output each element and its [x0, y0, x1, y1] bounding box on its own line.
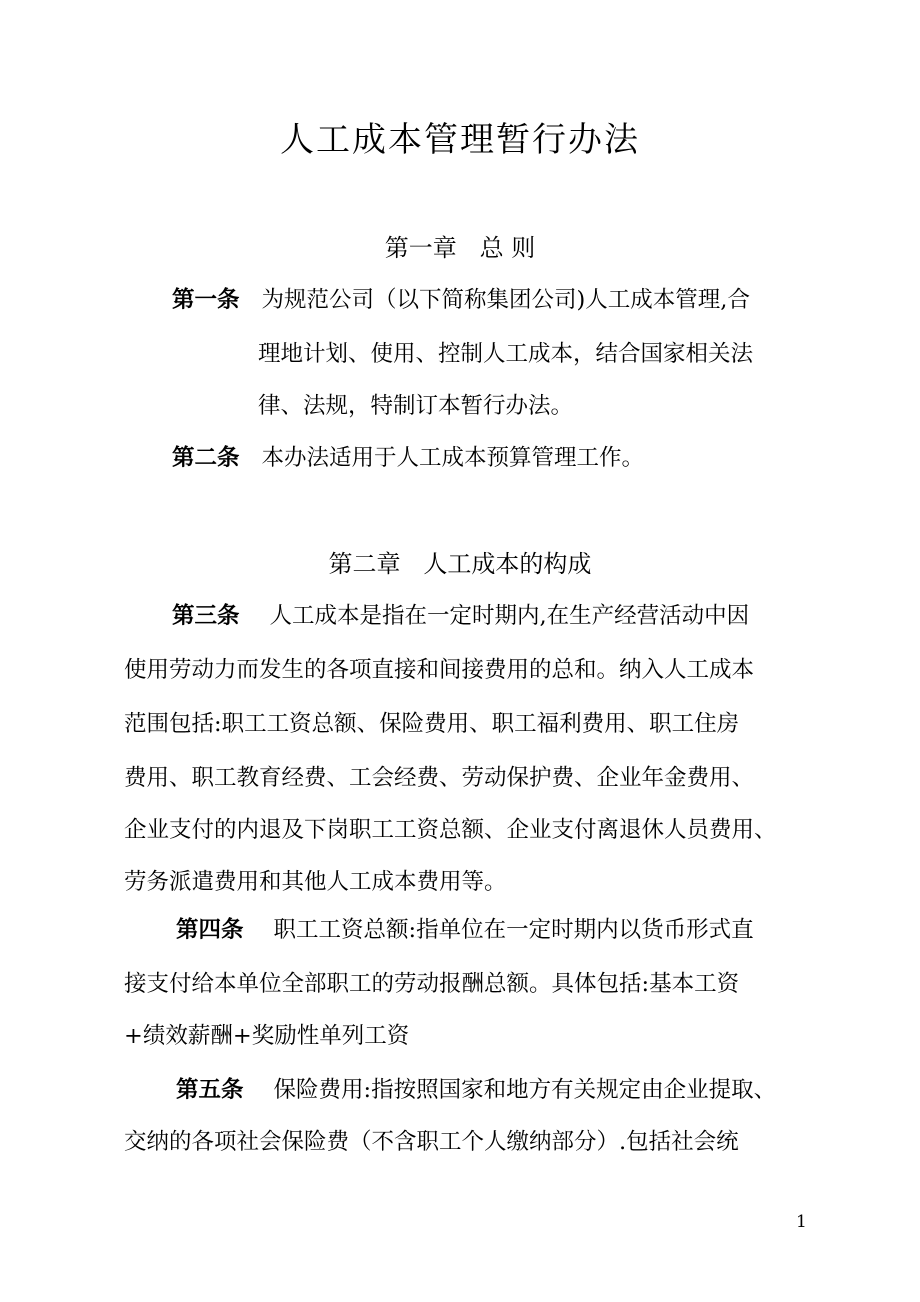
- page-number: 1: [796, 1212, 807, 1232]
- article-4-text-line-1: 职工工资总额:指单位在一定时期内以货币形式直: [273, 917, 754, 943]
- article-3-text-line-4: 费用、职工教育经费、工会经费、劳动保护费、企业年金费用、: [124, 765, 755, 791]
- article-5-text-line-2: 交纳的各项社会保险费（不含职工个人缴纳部分）.包括社会统: [124, 1129, 739, 1155]
- article-5-text-line-1: 保险费用:指按照国家和地方有关规定由企业提取、: [273, 1077, 777, 1103]
- article-1-first-line: [172, 282, 750, 318]
- article-5-first-line: [176, 1072, 776, 1108]
- chapter-2-heading: 第二章 人工成本的构成: [328, 550, 592, 578]
- article-4-first-line: [176, 912, 754, 948]
- article-2-line: [172, 440, 644, 476]
- article-2-text-line-1: 本办法适用于人工成本预算管理工作。: [261, 445, 645, 471]
- article-2-label: 第二条: [172, 445, 240, 471]
- article-3-text-line-1: 人工成本是指在一定时期内,在生产经营活动中因: [269, 603, 750, 629]
- chapter-1-heading: 第一章 总 则: [384, 234, 536, 262]
- article-3-text-line-3: 范围包括:职工工资总额、保险费用、职工福利费用、职工住房: [124, 711, 740, 737]
- article-1-text-line-3: 律、法规，特制订本暂行办法。: [258, 393, 574, 419]
- article-3-text-line-6: 劳务派遣费用和其他人工成本费用等。: [124, 869, 507, 895]
- document-title: 人工成本管理暂行办法: [280, 120, 640, 160]
- article-3-label: 第三条: [172, 603, 240, 629]
- article-4-text-line-2: 接支付给本单位全部职工的劳动报酬总额。具体包括:基本工资: [124, 971, 740, 997]
- article-3-first-line: [172, 598, 749, 634]
- article-1-text-line-2: 理地计划、使用、控制人工成本，结合国家相关法: [258, 341, 754, 367]
- article-1-label: 第一条: [172, 287, 240, 313]
- article-3-text-line-5: 企业支付的内退及下岗职工工资总额、企业支付离退休人员费用、: [124, 817, 777, 843]
- article-3-text-line-2: 使用劳动力而发生的各项直接和间接费用的总和。纳入人工成本: [124, 657, 755, 683]
- article-4-label: 第四条: [176, 917, 244, 943]
- article-4-text-line-3: +绩效薪酬+奖励性单列工资: [124, 1023, 410, 1049]
- article-1-text-line-1: 为规范公司（以下简称集团公司)人工成本管理,合: [261, 287, 750, 313]
- article-5-label: 第五条: [176, 1077, 244, 1103]
